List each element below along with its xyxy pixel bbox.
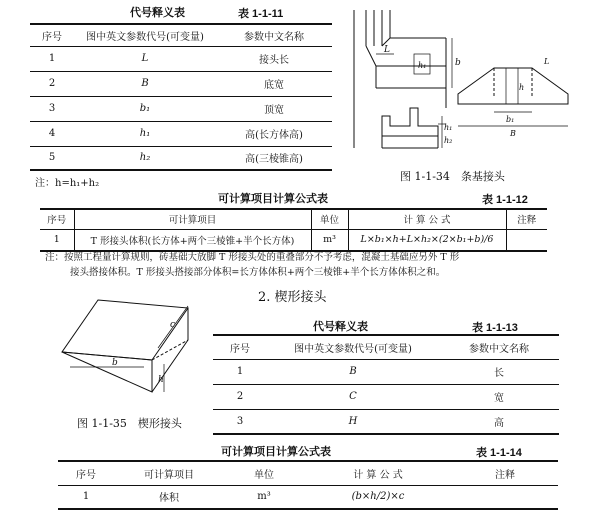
label-b1-perspective: b₁: [506, 115, 515, 124]
cell: 2: [48, 78, 56, 89]
table-row: [30, 96, 332, 121]
figure-1-1-35-caption: 图 1-1-35 楔形接头: [77, 417, 182, 430]
table-row: [40, 229, 547, 251]
cell: 3: [48, 103, 56, 114]
label-B-perspective: B: [510, 129, 516, 138]
table-1-1-12-title: 可计算项目计算公式表: [218, 192, 328, 205]
table-1-1-11-title: 代号释义表: [130, 6, 185, 19]
header-cell: 可计算项目: [74, 209, 311, 229]
table-row: [213, 409, 559, 434]
header-cell: 计 算 公 式: [353, 469, 403, 481]
section-heading: 2. 楔形接头: [258, 290, 327, 305]
table-1-1-11: [30, 23, 332, 171]
table-row: [213, 384, 559, 409]
cell: 高(三棱锥高): [245, 154, 303, 166]
cell: L: [141, 53, 149, 64]
table-1-1-13-title: 代号释义表: [313, 320, 368, 333]
cell: [452, 485, 558, 509]
cell: [506, 229, 547, 251]
cell: 高: [494, 417, 504, 429]
cell: m³: [257, 491, 271, 503]
cell: C: [349, 391, 357, 402]
figure-1-1-35-drawing: [60, 292, 200, 402]
label-h-perspective: h: [519, 83, 525, 92]
cell: B: [141, 78, 149, 89]
cell: (b×h/2)×c: [351, 491, 405, 503]
header-cell: 图中英文参数代号(可变量): [86, 31, 204, 43]
cell: b₁: [139, 103, 151, 114]
cell: h₁: [139, 128, 151, 139]
cell: B: [349, 366, 357, 377]
cell: 宽: [494, 393, 504, 404]
cell: 1: [40, 229, 74, 251]
cell: 1: [82, 491, 90, 503]
table-row: [30, 121, 332, 146]
label-h1-elevation: h₁: [418, 61, 427, 70]
cell: 体积: [159, 493, 179, 505]
cell: h₂: [139, 152, 151, 164]
label-c: c: [170, 320, 176, 330]
table-1-1-12-number: 表 1-1-12: [482, 194, 528, 206]
header-cell: 注释: [517, 215, 537, 227]
cell: 5: [48, 152, 56, 164]
cell: 3: [236, 415, 244, 427]
cell: 1: [236, 366, 244, 377]
header-cell: 单位: [254, 469, 274, 481]
header-cell: 序号: [40, 209, 74, 229]
header-cell: 可计算项目: [144, 469, 194, 481]
header-cell: 序号: [76, 469, 96, 481]
table-row: [213, 359, 559, 384]
table-1-1-12-note-line-1: 注：按照工程量计算规则，砖基础大放脚 T 形接头处的重叠部分不予考虑，混凝土基础应另外 T 形: [45, 252, 460, 263]
cell: 接头长: [259, 55, 289, 66]
table-row: [30, 46, 332, 71]
cell: 4: [48, 128, 56, 139]
table-1-1-14-title: 可计算项目计算公式表: [221, 445, 331, 458]
cell: 长: [494, 368, 504, 379]
header-cell: 参数中文名称: [469, 343, 529, 355]
label-b: b: [112, 358, 118, 368]
cell: 2: [236, 391, 244, 402]
label-h: h: [158, 375, 164, 385]
cell: T 形接头体积(长方体+两个三棱锥+半个长方体): [74, 229, 311, 251]
table-1-1-14: [58, 460, 558, 510]
label-L-elevation: L: [384, 45, 390, 55]
table-row: [30, 146, 332, 170]
label-b-elevation: b: [455, 58, 461, 68]
cell: 顶宽: [264, 105, 284, 116]
label-L-perspective: L: [544, 57, 550, 66]
cell: 底宽: [264, 80, 284, 91]
table-row: [30, 71, 332, 96]
table-1-1-11-number: 表 1-1-11: [238, 8, 284, 20]
cell: H: [348, 415, 358, 427]
table-1-1-12: [40, 208, 547, 252]
cell: L×b₁×h+L×h₂×(2×b₁+b)/6: [348, 229, 506, 251]
header-cell: 单位: [311, 209, 348, 229]
figure-1-1-34-caption: 图 1-1-34 条基接头: [400, 170, 505, 183]
table-1-1-12-note-line-2: 接头搭接体积。T 形接头搭接部分体积=长方体体积+两个三棱锥+半个长方体体积之和。: [70, 267, 446, 278]
header-cell: 参数中文名称: [244, 31, 304, 43]
label-h2-section: h₂: [444, 136, 453, 145]
cell: m³: [311, 229, 348, 251]
table-1-1-14-number: 表 1-1-14: [476, 447, 522, 459]
table-1-1-13: [213, 334, 559, 435]
header-cell: 序号: [42, 31, 62, 43]
header-cell: 计 算 公 式: [348, 209, 506, 229]
table-row: [58, 485, 558, 509]
figure-1-1-34-drawing: [346, 8, 596, 158]
header-cell: 注释: [495, 469, 515, 481]
cell: 高(长方体高): [245, 130, 303, 141]
header-cell: 图中英文参数代号(可变量): [294, 343, 412, 355]
header-cell: 序号: [230, 343, 250, 355]
cell: 1: [48, 53, 56, 64]
label-h1-section: h₁: [444, 123, 453, 132]
table-1-1-13-number: 表 1-1-13: [472, 322, 518, 334]
table-1-1-11-note: 注：h=h₁+h₂: [35, 178, 100, 189]
